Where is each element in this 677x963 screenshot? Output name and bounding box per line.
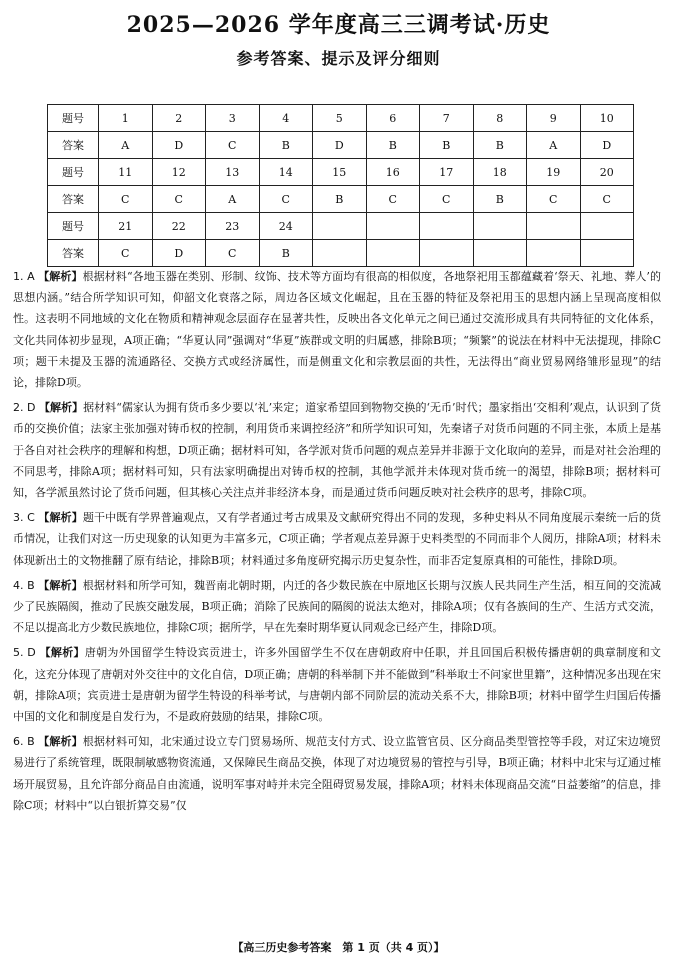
analysis-tag: 【解析】 bbox=[39, 401, 84, 415]
question-answer: 1. A bbox=[13, 270, 35, 283]
explanation-text: 根据材料和所学可知，魏晋南北朝时期，内迁的各少数民族在中原地区长期与汉族人民共同生产生活，相互间的交流减少了民族隔阂，推动了民族交融发展，B项正确；消除了民族间的隔阂的说法太绝对，排除A项；仅有各族间的生产、生活方式交流，不足以提高北方少数民族地位，排除C项；据所学，早在先秦时期华夏认同观念已经产生，排除D项。 bbox=[13, 578, 662, 635]
question-answer: 5. D bbox=[13, 646, 36, 660]
answer-cell: D bbox=[580, 132, 634, 159]
question-number-cell: 16 bbox=[366, 159, 420, 186]
row-label-answer: 答案 bbox=[48, 240, 99, 267]
question-number-cell: 20 bbox=[580, 159, 634, 186]
explanation-item bbox=[13, 642, 661, 727]
question-number-cell bbox=[420, 213, 474, 240]
answer-cell: C bbox=[152, 186, 206, 213]
explanation-text: 题干中既有学界普遍观点，又有学者通过考古成果及文献研究得出不同的发现，多种史料从不同角度展示秦统一后的货币情况，让我们对这一历史现象的认知更为丰富多元，C项正确；学者观点差异源于史料类型的不同而非个人阅历，排除A项；材料未体现新出土的文物推翻了原有结论，排除B项；材料通过多角度研究揭示历史复杂性，而非否定复原真相的可能性，排除D项。 bbox=[13, 511, 661, 567]
answer-cell bbox=[527, 240, 581, 267]
answer-cell bbox=[580, 240, 634, 267]
answer-cell: A bbox=[206, 186, 260, 213]
question-number-cell: 3 bbox=[206, 105, 260, 132]
answer-cell: B bbox=[313, 186, 367, 213]
question-answer: 3. C bbox=[13, 511, 35, 525]
answer-cell: D bbox=[313, 132, 367, 159]
question-number-cell bbox=[313, 213, 367, 240]
analysis-tag: 【解析】 bbox=[38, 270, 83, 283]
explanation-text: 根据材料可知，北宋通过设立专门贸易场所、规范支付方式、设立监管官员、区分商品类型管控等手段，对辽宋边境贸易进行了系统管理，既限制敏感物资流通，又保障民生商品交换，体现了对边境贸易的管控与引导，B项正确；材料中北宋与辽通过榷场开展贸易，且允许部分商品自由流通，说明军事对峙并未完全阻碍贸易发展，排除A项；材料未体现商品交流“日益萎缩”的信息，排除C项；材料中“以白银折算交易”仅 bbox=[13, 735, 662, 812]
question-number-cell: 23 bbox=[206, 213, 260, 240]
explanations bbox=[13, 266, 661, 820]
answer-row bbox=[48, 186, 634, 213]
analysis-tag: 【解析】 bbox=[38, 735, 83, 749]
question-answer: 4. B bbox=[13, 578, 35, 592]
question-number-cell: 2 bbox=[152, 105, 206, 132]
page-footer: 【高三历史参考答案 第 1 页（共 4 页）】 bbox=[232, 941, 445, 954]
answer-row bbox=[48, 132, 634, 159]
question-number-cell: 15 bbox=[313, 159, 367, 186]
analysis-tag: 【解析】 bbox=[39, 646, 85, 660]
question-number-row bbox=[48, 159, 634, 186]
answer-cell: B bbox=[259, 132, 313, 159]
question-number-cell: 7 bbox=[420, 105, 474, 132]
explanation-text: 据材料“儒家认为拥有货币多少要以‘礼’来定；道家希望回到物物交换的‘无币’时代；墨家指出‘交相利’观点，认识到了货币的交换价值；法家主张加强对铸币权的控制，利用货币来调控经济”和所学知识可知，先秦诸子对货币问题的不同主张，本质上是基于各自对社会秩序的理解和构想，D项正确；据材料可知，各学派对货币问题的观点差异并非源于文化取向的差异，而是对社会治理的不同思考，排除A项；据材料可知，只有法家明确提出对铸币权的控制，其他学派并未体现对货币统一的渴望，排除B项；据材料可知，各学派虽然讨论了货币问题，但其核心关注点并非经济本身，而是通过货币问题反映对社会秩序的思考，排除C项。 bbox=[13, 401, 662, 500]
explanation-item bbox=[13, 397, 661, 503]
question-number-cell: 4 bbox=[259, 105, 313, 132]
answer-cell: D bbox=[152, 132, 206, 159]
answer-cell: C bbox=[527, 186, 581, 213]
answer-cell bbox=[473, 240, 527, 267]
question-number-cell: 13 bbox=[206, 159, 260, 186]
answer-table bbox=[47, 104, 634, 267]
analysis-tag: 【解析】 bbox=[38, 578, 83, 592]
question-number-cell bbox=[580, 213, 634, 240]
question-number-cell: 18 bbox=[473, 159, 527, 186]
explanation-text: 唐朝为外国留学生特设宾贡进士，许多外国留学生不仅在唐朝政府中任职，并且回国后积极传播唐朝的典章制度和文化，这充分体现了唐朝对外交往中的文化自信，D项正确；唐朝的科举制下并不能做到“科举取士不问家世里籍”，这种情况多出现在宋朝，排除A项；宾贡进士是唐朝为留学生特设的科举考试，与唐朝内部不同阶层的流动关系不大，排除B项；材料中留学生归国后传播中国的文化和制度是自发行为，不是政府鼓励的结果，排除C项。 bbox=[13, 646, 662, 724]
page-title: 2025—2026 学年度高三三调考试·历史 bbox=[126, 12, 551, 38]
row-label-answer: 答案 bbox=[48, 186, 99, 213]
explanation-item bbox=[13, 731, 661, 816]
row-label-number: 题号 bbox=[48, 105, 99, 132]
answer-cell: B bbox=[259, 240, 313, 267]
question-number-cell: 9 bbox=[527, 105, 581, 132]
answer-cell: B bbox=[366, 132, 420, 159]
question-answer: 6. B bbox=[13, 735, 35, 749]
answer-cell: B bbox=[473, 132, 527, 159]
explanation-text: 根据材料“各地玉器在类别、形制、纹饰、技术等方面均有很高的相似度，各地祭祀用玉都蕴藏着‘祭天、礼地、葬人’的思想内涵。”结合所学知识可知，仰韶文化衰落之际，周边各区域文化崛起，且在玉器的特征及祭祀用玉的思想内涵上呈现高度相似性。这表明不同地域的文化在物质和精神观念层面存在显著共性，反映出各文化单元之间已通过交流形成具有共同特征的文化体系，文化共同体初步显现，A项正确；“华夏认同”强调对“华夏”族群或文明的归属感，排除B项；“频繁”的说法在材料中无法提现，排除C项；题干未提及玉器的流通路径、交换方式或经济属性，而是侧重文化和宗教层面的共性，无法得出“商业贸易网络雏形显现”的结论，排除D项。 bbox=[13, 270, 661, 390]
question-number-cell: 14 bbox=[259, 159, 313, 186]
explanation-item bbox=[13, 266, 661, 393]
answer-cell: D bbox=[152, 240, 206, 267]
row-label-answer: 答案 bbox=[48, 132, 99, 159]
question-number-row bbox=[48, 105, 634, 132]
question-number-cell: 6 bbox=[366, 105, 420, 132]
question-number-cell: 10 bbox=[580, 105, 634, 132]
row-label-number: 题号 bbox=[48, 213, 99, 240]
answer-cell: C bbox=[99, 240, 153, 267]
question-number-cell: 8 bbox=[473, 105, 527, 132]
answer-cell: B bbox=[473, 186, 527, 213]
answer-cell bbox=[313, 240, 367, 267]
answer-cell bbox=[366, 240, 420, 267]
answer-cell: B bbox=[420, 132, 474, 159]
page-subtitle: 参考答案、提示及评分细则 bbox=[236, 49, 441, 68]
answer-row bbox=[48, 240, 634, 267]
explanation-item bbox=[13, 507, 661, 571]
question-number-cell: 19 bbox=[527, 159, 581, 186]
question-number-row bbox=[48, 213, 634, 240]
question-number-cell: 1 bbox=[99, 105, 153, 132]
question-number-cell: 24 bbox=[259, 213, 313, 240]
answer-cell: C bbox=[99, 186, 153, 213]
answer-cell: C bbox=[206, 132, 260, 159]
explanation-item bbox=[13, 575, 661, 639]
answer-cell: A bbox=[99, 132, 153, 159]
answer-cell: C bbox=[206, 240, 260, 267]
row-label-number: 题号 bbox=[48, 159, 99, 186]
question-number-cell bbox=[366, 213, 420, 240]
question-number-cell: 5 bbox=[313, 105, 367, 132]
question-answer: 2. D bbox=[13, 401, 36, 415]
question-number-cell: 11 bbox=[99, 159, 153, 186]
question-number-cell: 22 bbox=[152, 213, 206, 240]
answer-cell bbox=[420, 240, 474, 267]
answer-cell: C bbox=[259, 186, 313, 213]
question-number-cell bbox=[527, 213, 581, 240]
question-number-cell bbox=[473, 213, 527, 240]
answer-cell: C bbox=[366, 186, 420, 213]
question-number-cell: 12 bbox=[152, 159, 206, 186]
answer-cell: C bbox=[420, 186, 474, 213]
analysis-tag: 【解析】 bbox=[38, 511, 83, 525]
question-number-cell: 17 bbox=[420, 159, 474, 186]
question-number-cell: 21 bbox=[99, 213, 153, 240]
answer-cell: C bbox=[580, 186, 634, 213]
answer-cell: A bbox=[527, 132, 581, 159]
